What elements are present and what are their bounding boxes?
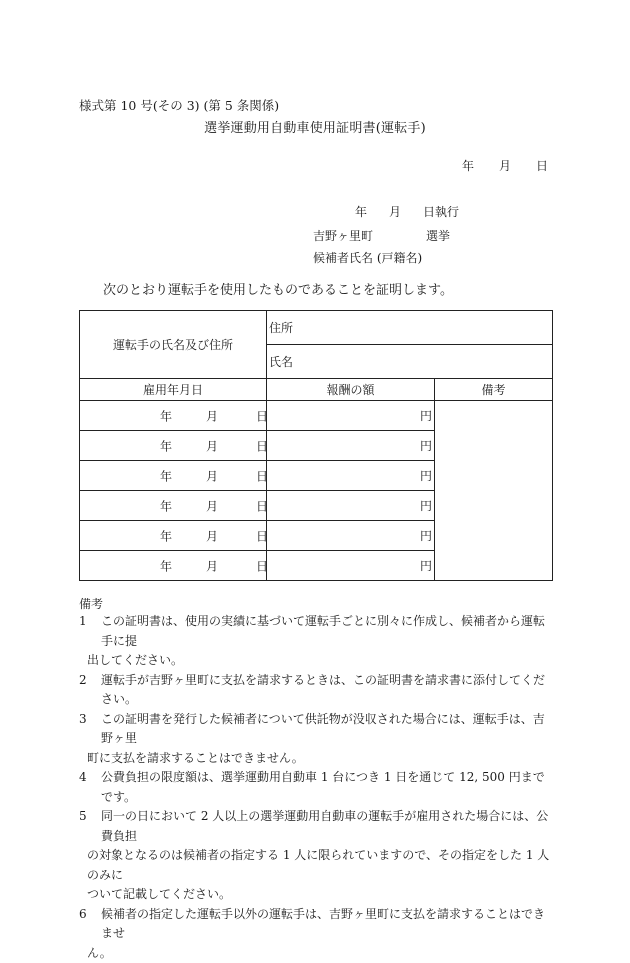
election-name <box>313 227 450 244</box>
date-month-label: 月 <box>499 157 511 174</box>
remarks-notes <box>79 612 554 963</box>
note-item <box>79 710 554 769</box>
driver-address-row <box>80 311 553 345</box>
compensation-cell[interactable]: 円 <box>267 551 435 581</box>
note-text: この証明書を発行した候補者について供託物が没収された場合には、運転手は、吉野ヶ里 <box>101 712 545 746</box>
note-number: 6 <box>79 905 101 963</box>
header-employment-date: 雇用年月日 <box>80 379 267 401</box>
remarks-heading: 備考 <box>79 595 103 612</box>
note-number: 2 <box>79 671 101 710</box>
compensation-cell[interactable]: 円 <box>267 461 435 491</box>
employment-date-cell[interactable]: 年 月 日 <box>80 551 267 581</box>
note-text-continued: ついて記載してください。 <box>87 885 554 905</box>
employment-date-cell[interactable]: 年 月 日 <box>80 431 267 461</box>
certification-statement: 次のとおり運転手を使用したものであることを証明します。 <box>103 279 453 298</box>
date-day-label: 日 <box>536 157 548 174</box>
note-text-continued: の対象となるのは候補者の指定する 1 人に限られていますので、その指定をした 1 人のみに <box>87 846 554 885</box>
note-text-continued: ん。 <box>87 944 554 963</box>
note-item <box>79 612 554 671</box>
remarks-cell[interactable] <box>435 401 553 581</box>
note-text-continued: 出してください。 <box>87 651 554 671</box>
employment-date-cell[interactable]: 年 月 日 <box>80 521 267 551</box>
note-text: 公費負担の限度額は、選挙運動用自動車 1 台につき 1 日を通じて 12, 500 円までです。 <box>101 770 545 804</box>
note-number: 3 <box>79 710 101 769</box>
note-number: 4 <box>79 768 101 807</box>
note-item <box>79 768 554 807</box>
town-name: 吉野ヶ里町 <box>313 229 373 243</box>
election-word: 選挙 <box>426 229 450 243</box>
employment-date-cell[interactable]: 年 月 日 <box>80 491 267 521</box>
candidate-name-label: 候補者氏名 (戸籍名) <box>313 249 422 266</box>
header-compensation: 報酬の額 <box>267 379 435 401</box>
table-row <box>80 401 553 431</box>
exec-day-label: 日執行 <box>423 205 459 219</box>
driver-name-address-label: 運転手の氏名及び住所 <box>80 311 267 379</box>
compensation-cell[interactable]: 円 <box>267 401 435 431</box>
note-text: この証明書は、使用の実績に基づいて運転手ごとに別々に作成し、候補者から運転手に提 <box>101 614 545 648</box>
exec-month-label: 月 <box>389 205 401 219</box>
exec-year-label: 年 <box>355 205 367 219</box>
note-text: 同一の日において 2 人以上の選挙運動用自動車の運転手が雇用された場合には、公費負担 <box>101 809 548 843</box>
employment-date-cell[interactable]: 年 月 日 <box>80 461 267 491</box>
note-item <box>79 905 554 963</box>
table-header-row <box>80 379 553 401</box>
election-execution-date <box>355 203 459 220</box>
compensation-cell[interactable]: 円 <box>267 521 435 551</box>
document-title: 選挙運動用自動車使用証明書(運転手) <box>0 117 630 136</box>
compensation-cell[interactable]: 円 <box>267 491 435 521</box>
name-field[interactable]: 氏名 <box>267 345 553 379</box>
driver-employment-table <box>79 310 553 581</box>
issue-date <box>462 157 548 174</box>
employment-date-cell[interactable]: 年 月 日 <box>80 401 267 431</box>
header-remarks: 備考 <box>435 379 553 401</box>
note-item <box>79 807 554 905</box>
note-text: 候補者の指定した運転手以外の運転手は、吉野ヶ里町に支払を請求することはできませ <box>101 907 545 941</box>
date-year-label: 年 <box>462 157 474 174</box>
note-text-continued: 町に支払を請求することはできません。 <box>87 749 554 769</box>
note-item <box>79 671 554 710</box>
address-field[interactable]: 住所 <box>267 311 553 345</box>
note-number: 5 <box>79 807 101 905</box>
note-number: 1 <box>79 612 101 671</box>
form-number: 様式第 10 号(その 3) (第 5 条関係) <box>79 96 279 114</box>
compensation-cell[interactable]: 円 <box>267 431 435 461</box>
note-text: 運転手が吉野ヶ里町に支払を請求するときは、この証明書を請求書に添付してください。 <box>101 673 545 707</box>
